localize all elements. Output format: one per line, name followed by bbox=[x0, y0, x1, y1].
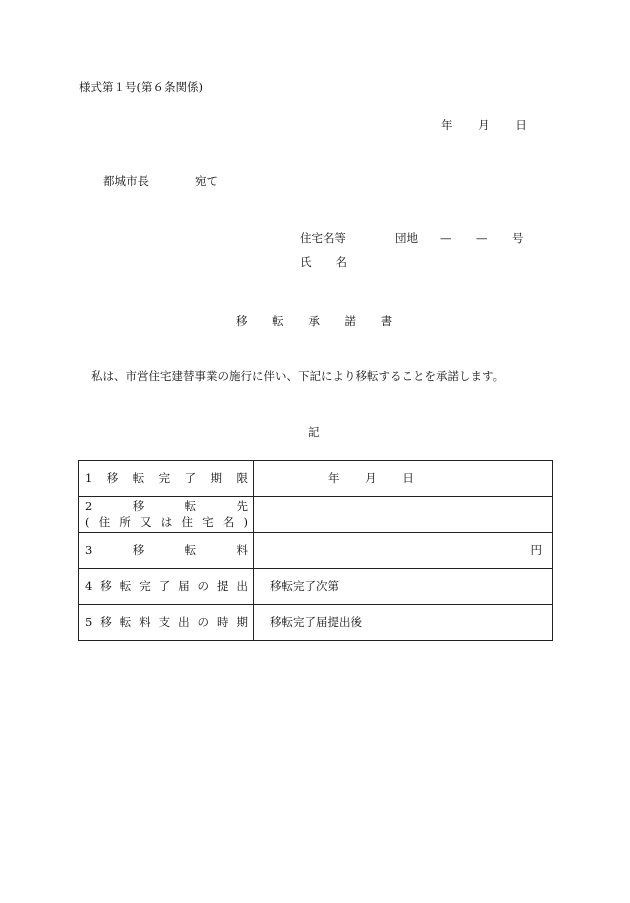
housing-name-label: 住宅名等 bbox=[300, 231, 346, 245]
label-char: 転 bbox=[132, 470, 145, 485]
completion-notice-label bbox=[79, 569, 254, 605]
relocation-fee-value bbox=[254, 533, 553, 569]
payment-timing-value: 移転完了届提出後 bbox=[254, 605, 553, 641]
label-char: 転 bbox=[184, 498, 197, 513]
title-char: 転 bbox=[272, 314, 284, 328]
label-char: 支 bbox=[158, 614, 171, 629]
go-label: 号 bbox=[512, 231, 524, 245]
deadline-month: 月 bbox=[365, 470, 377, 485]
label-char: 5 bbox=[85, 614, 93, 629]
label-char: 移 bbox=[106, 470, 119, 485]
label-char: ) bbox=[243, 514, 248, 529]
addressee-city: 都城市長 bbox=[103, 174, 149, 188]
label-char: 時 bbox=[217, 614, 229, 629]
label-char: 完 bbox=[158, 470, 171, 485]
payment-timing-label bbox=[79, 605, 254, 641]
label-char: 了 bbox=[158, 578, 171, 593]
date-day: 日 bbox=[515, 118, 527, 132]
label-char: 出 bbox=[178, 614, 190, 629]
label-char: 完 bbox=[139, 578, 151, 593]
label-char: 住 bbox=[181, 514, 193, 529]
label-char: 移 bbox=[100, 614, 112, 629]
table-row bbox=[79, 461, 553, 497]
label-char: の bbox=[197, 614, 210, 629]
label-char: 届 bbox=[178, 578, 190, 593]
name-label: 氏名 bbox=[300, 255, 371, 269]
relocation-destination-value bbox=[254, 497, 553, 533]
label-char: 期 bbox=[210, 470, 223, 485]
label-char: ( bbox=[85, 514, 90, 529]
deadline-day: 日 bbox=[402, 470, 414, 485]
relocation-deadline-label bbox=[79, 461, 254, 497]
date-year: 年 bbox=[441, 118, 453, 132]
label-char: 出 bbox=[236, 578, 248, 593]
document-title bbox=[236, 316, 392, 328]
label-char: 期 bbox=[236, 614, 248, 629]
submission-date bbox=[441, 120, 527, 132]
label-char: 料 bbox=[139, 614, 151, 629]
title-char: 承 bbox=[308, 314, 320, 328]
ki-heading: 記 bbox=[308, 425, 320, 439]
label-char: 了 bbox=[184, 470, 197, 485]
label-char: 2 bbox=[85, 498, 93, 513]
label-char: 料 bbox=[236, 542, 248, 557]
danchi-label: 団地 bbox=[395, 231, 418, 245]
form-number: 様式第１号(第６条関係) bbox=[79, 80, 203, 94]
table-row bbox=[79, 497, 553, 533]
label-char: 又 bbox=[140, 514, 152, 529]
label-char: 移 bbox=[132, 542, 145, 557]
addressee-suffix: 宛て bbox=[195, 174, 218, 188]
label-char: は bbox=[160, 514, 173, 529]
label-char: 移 bbox=[100, 578, 112, 593]
label-char: 宅 bbox=[202, 514, 214, 529]
label-char: 3 bbox=[85, 542, 93, 557]
date-month: 月 bbox=[478, 118, 490, 132]
room-number-dash: — bbox=[476, 231, 488, 245]
deadline-year: 年 bbox=[328, 470, 340, 485]
title-char: 移 bbox=[236, 314, 248, 328]
building-number-dash: — bbox=[440, 231, 452, 245]
label-char: 転 bbox=[119, 614, 132, 629]
relocation-fee-label bbox=[79, 533, 254, 569]
label-char: 提 bbox=[217, 578, 229, 593]
label-char: 1 bbox=[85, 470, 93, 485]
yen-unit: 円 bbox=[530, 542, 542, 557]
label-char: 先 bbox=[236, 498, 248, 513]
label-char: の bbox=[197, 578, 210, 593]
label-char: 名 bbox=[222, 514, 235, 529]
relocation-details-table bbox=[78, 460, 553, 641]
label-char: 限 bbox=[236, 470, 248, 485]
label-char: 住 bbox=[98, 514, 111, 529]
label-char: 転 bbox=[119, 578, 132, 593]
label-char: 転 bbox=[184, 542, 197, 557]
relocation-destination-label bbox=[79, 497, 254, 533]
consent-statement: 私は、市営住宅建替事業の施行に伴い、下記により移転することを承諾します。 bbox=[91, 369, 505, 383]
title-char: 諾 bbox=[344, 314, 356, 328]
label-char: 4 bbox=[85, 578, 93, 593]
table-row bbox=[79, 533, 553, 569]
title-char: 書 bbox=[380, 314, 393, 328]
table-row bbox=[79, 569, 553, 605]
label-char: 移 bbox=[132, 498, 145, 513]
label-char: 所 bbox=[119, 514, 131, 529]
completion-notice-value: 移転完了次第 bbox=[254, 569, 553, 605]
relocation-deadline-value bbox=[254, 461, 553, 497]
table-row bbox=[79, 605, 553, 641]
